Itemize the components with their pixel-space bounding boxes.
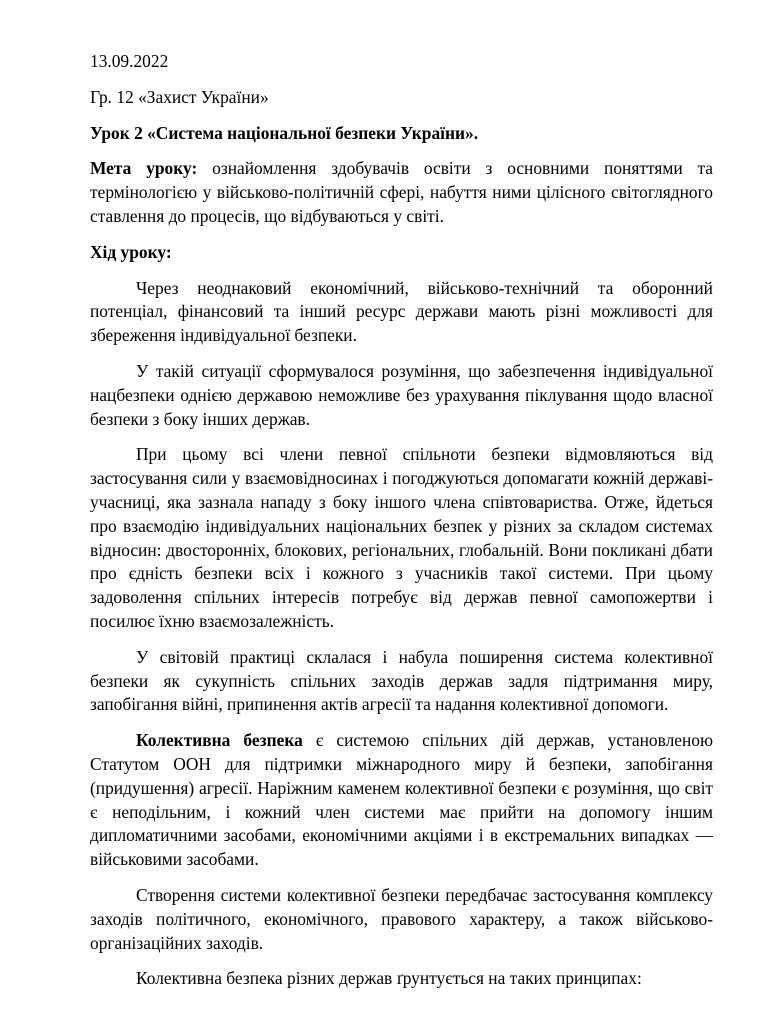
group-title: Гр. 12 «Захист України» [90, 86, 269, 107]
lesson-goal-text: ознайомлення здобувачів освіти з основними поняттями та термінологією у військово-політичній сфері, набуття ними цілісного світоглядного ставлення до процесів, що відбуваються у світі. [90, 158, 713, 226]
document-page [90, 50, 713, 1003]
paragraph-6: Створення системи колективної безпеки передбачає застосування комплексу заходів політичного, економічного, правового характеру, а також військово-організаційних заходів. [90, 884, 713, 953]
lesson-goal-label: Мета уроку: [90, 158, 198, 179]
lesson-progress-label: Хід уроку: [90, 241, 172, 262]
paragraph-5 [90, 729, 713, 872]
paragraph-3: При цьому всі члени певної спільноти безпеки відмовляються від застосування сили у взаємовідносинах і погоджуються допомагати кожній державі-учасниці, яка зазнала нападу з боку іншого члена співтовариства. Отже, йдеться про взаємодію індивідуальних національних безпек у різних за складом системах відносин: двосторонніх, блокових, регіональних, глобальній. Вони покликані дбати про єдність безпеки всіх і кожного з учасників такої системи. При цьому задоволення спільних інтересів потребує від держав певної самопожертви і посилює їхню взаємозалежність. [90, 444, 713, 631]
collective-security-term: Колективна безпека [136, 730, 303, 751]
paragraph-2: У такій ситуації сформувалося розуміння, що забезпечення індивідуальної нацбезпеки однією державою неможливе без урахування піклування щодо власної безпеки з боку інших держав. [90, 360, 713, 429]
paragraph-4: У світовій практиці склалася і набула поширення система колективної безпеки як сукупність спільних заходів держав задля підтримання миру, запобігання війні, припинення актів агресії та надання колективної допомоги. [90, 646, 713, 715]
document-date: 13.09.2022 [90, 51, 169, 71]
lesson-title: Урок 2 «Система національної безпеки України». [90, 122, 479, 143]
paragraph-7: Колективна безпека різних держав ґрунтується на таких принципах: [136, 968, 642, 989]
lesson-goal [90, 157, 713, 228]
paragraph-1: Через неоднаковий економічний, військово-технічний та оборонний потенціал, фінансовий та інший ресурс держави мають різні можливості для збереження індивідуальної безпеки. [90, 277, 713, 346]
collective-security-definition: є системою спільних дій держав, установленою Статутом ООН для підтримки міжнародного миру й безпеки, запобігання (придушення) агресії. Наріжним каменем колективної безпеки є розуміння, що світ є неподільним, і кожний член системи має прийти на допомогу іншим дипломатичними засобами, економічними акціями і в екстремальних випадках — військовими засобами. [90, 730, 713, 870]
